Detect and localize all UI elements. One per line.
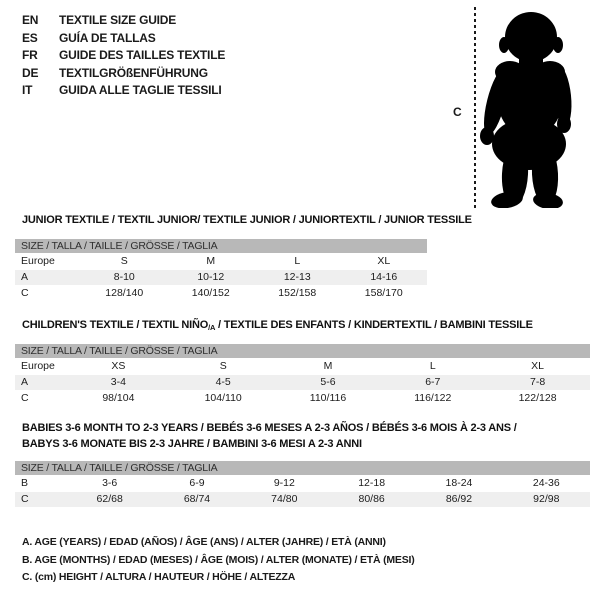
- title-subscript: /A: [208, 323, 216, 332]
- lang-label: GUIDA ALLE TAGLIE TESSILI: [59, 83, 222, 98]
- table-cell: 92/98: [533, 493, 560, 505]
- table-cell: 7-8: [529, 376, 546, 388]
- table-cell: 5-6: [320, 376, 336, 388]
- table-row-age-months: [15, 476, 590, 491]
- lang-label: GUIDE DES TAILLES TEXTILE: [59, 48, 226, 63]
- table-cell: S: [219, 360, 227, 372]
- table-cell: 152/158: [278, 287, 317, 299]
- table-cell: 8-10: [113, 271, 135, 283]
- lang-code: IT: [22, 83, 33, 98]
- table-cell: 86/92: [445, 493, 473, 505]
- row-label: B: [21, 477, 29, 489]
- lang-row-fr: [22, 47, 225, 65]
- table-row-europe: [15, 254, 427, 269]
- table-cell: 74/80: [271, 493, 298, 505]
- table-cell: XL: [377, 255, 391, 267]
- table-cell: M: [206, 255, 216, 267]
- table-cell: 9-12: [273, 477, 295, 489]
- table-cell: 3-4: [110, 376, 126, 388]
- table-cell: 12-13: [283, 271, 311, 283]
- title-line-2: BABYS 3-6 MONATE BIS 2-3 JAHRE / BAMBINI 3-6 MESI A 2-3 ANNI: [22, 438, 362, 450]
- babies-table-title: [22, 420, 517, 452]
- row-label: C: [21, 493, 29, 505]
- children-size-table: [15, 344, 590, 407]
- footnote-c: C. (cm) HEIGHT / ALTURA / HAUTEUR / HÖHE / ALTEZZA: [22, 571, 296, 583]
- table-cell: L: [294, 255, 301, 267]
- table-cell: 14-16: [370, 271, 398, 283]
- height-measure-dashed-line: [474, 7, 476, 208]
- lang-code: FR: [22, 48, 38, 63]
- table-cell: 98/104: [102, 392, 135, 404]
- table-cell: L: [429, 360, 436, 372]
- lang-row-it: [22, 82, 225, 100]
- table-cell: XS: [111, 360, 126, 372]
- lang-code: EN: [22, 13, 39, 27]
- table-cell: 110/116: [309, 392, 347, 404]
- table-cell: M: [323, 360, 333, 372]
- lang-row-de: [22, 65, 225, 83]
- table-cell: 80/86: [358, 493, 385, 505]
- table-cell: 18-24: [445, 477, 473, 489]
- footnote-a: A. AGE (YEARS) / EDAD (AÑOS) / ÂGE (ANS) / ALTER (JAHRE) / ETÀ (ANNI): [22, 536, 386, 548]
- row-label: C: [21, 392, 29, 404]
- title-text: / TEXTILE DES ENFANTS / KINDERTEXTIL / BAMBINI TESSILE: [215, 319, 533, 331]
- table-row-age: [15, 375, 590, 390]
- junior-table-title: JUNIOR TEXTILE / TEXTIL JUNIOR/ TEXTILE JUNIOR / JUNIORTEXTIL / JUNIOR TESSILE: [22, 214, 472, 226]
- size-header-row: SIZE / TALLA / TAILLE / GRÖSSE / TAGLIA: [15, 239, 427, 253]
- table-cell: 4-5: [215, 376, 231, 388]
- table-cell: 158/170: [364, 287, 403, 299]
- table-cell: S: [120, 255, 128, 267]
- lang-row-es: [22, 30, 225, 48]
- table-cell: 6-9: [189, 477, 205, 489]
- babies-size-table: [15, 461, 590, 508]
- table-cell: 12-18: [358, 477, 386, 489]
- table-cell: 122/128: [518, 392, 557, 404]
- height-measure-label: C: [453, 105, 462, 119]
- lang-label: TEXTILGRÖßENFÜHRUNG: [59, 65, 208, 80]
- row-label: Europe: [21, 360, 55, 372]
- toddler-silhouette-image: [477, 6, 583, 208]
- table-cell: 10-12: [197, 271, 225, 283]
- size-header-row: SIZE / TALLA / TAILLE / GRÖSSE / TAGLIA: [15, 461, 590, 475]
- table-row-height: [15, 286, 427, 301]
- lang-row-en: [22, 12, 225, 30]
- children-table-title: [22, 319, 533, 332]
- table-cell: XL: [531, 360, 544, 372]
- table-row-europe: [15, 359, 590, 374]
- language-guide: [22, 12, 225, 100]
- row-label: Europe: [21, 255, 55, 267]
- table-cell: 24-36: [532, 477, 560, 489]
- junior-size-table: [15, 239, 427, 302]
- table-cell: 6-7: [425, 376, 441, 388]
- table-row-height: [15, 492, 590, 507]
- table-cell: 140/152: [191, 287, 230, 299]
- lang-label: TEXTILE SIZE GUIDE: [59, 13, 177, 27]
- table-cell: 62/68: [96, 493, 123, 505]
- table-cell: 116/122: [414, 392, 452, 404]
- footnote-b: B. AGE (MONTHS) / EDAD (MESES) / ÂGE (MOIS) / ALTER (MONATE) / ETÀ (MESI): [22, 553, 415, 566]
- size-header-row: SIZE / TALLA / TAILLE / GRÖSSE / TAGLIA: [15, 344, 590, 358]
- row-label: C: [21, 287, 29, 299]
- footnotes: [22, 534, 415, 587]
- table-cell: 3-6: [102, 477, 118, 489]
- row-label: A: [21, 271, 29, 283]
- lang-label: GUÍA DE TALLAS: [59, 30, 156, 45]
- title-text: CHILDREN'S TEXTILE / TEXTIL NIÑO: [22, 319, 209, 331]
- table-cell: 128/140: [105, 287, 144, 299]
- title-line-1: BABIES 3-6 MONTH TO 2-3 YEARS / BEBÉS 3-6 MESES A 2-3 AÑOS / BÉBÉS 3-6 MOIS À 2-3 ANS /: [22, 422, 517, 434]
- table-row-height: [15, 391, 590, 406]
- lang-code: ES: [22, 30, 38, 45]
- lang-code: DE: [22, 65, 39, 80]
- table-cell: 104/110: [204, 392, 242, 404]
- table-cell: 68/74: [183, 493, 211, 505]
- row-label: A: [21, 376, 29, 388]
- table-row-age: [15, 270, 427, 285]
